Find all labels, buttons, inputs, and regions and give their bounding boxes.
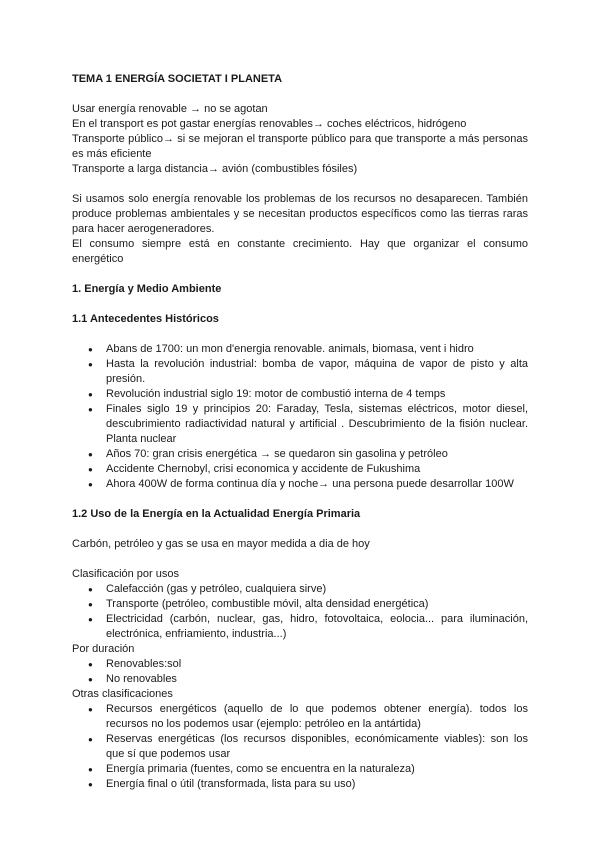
intro-line: Transporte público→ si se mejoran el transporte público para que transporte a más personas es más eficiente: [72, 133, 528, 160]
list-item: ● Abans de 1700: un mon d'energia renovable. animals, biomasa, vent i hidro: [106, 342, 528, 357]
list-label: Otras clasificaciones: [72, 688, 173, 700]
list-item: ● Renovables:sol: [106, 657, 528, 672]
section-heading: 1. Energía y Medio Ambiente: [72, 283, 222, 295]
paragraph: El consumo siempre está en constante crecimiento. Hay que organizar el consumo energético: [72, 238, 528, 265]
intro-line: En el transport es pot gastar energías renovables→ coches eléctricos, hidrógeno: [72, 118, 467, 130]
list-item: ● Accidente Chernobyl, crisi economica y accidente de Fukushima: [106, 462, 528, 477]
list-item: ● Recursos energéticos (aquello de lo que podemos obtener energía). todos los recursos no los podemos usar (ejemplo: petróleo en la antártida): [106, 702, 528, 732]
list-item: ● Finales siglo 19 y principios 20: Faraday, Tesla, sistemas eléctricos, motor diesel, descubrimiento radiactividad natural y artificial . Descubrimiento de la fisión nuclear. Planta nuclear: [106, 402, 528, 447]
list-item: ● Revolución industrial siglo 19: motor de combustió interna de 4 temps: [106, 387, 528, 402]
intro-line: Usar energía renovable → no se agotan: [72, 103, 268, 115]
list-item: ● Ahora 400W de forma continua día y noche→ una persona puede desarrollar 100W: [106, 477, 528, 492]
list-item: ● Reservas energéticas (los recursos disponibles, económicamente viables): son los que sí que podemos usar: [106, 732, 528, 762]
by-use-list: [72, 582, 528, 642]
intro-line: Transporte a larga distancia→ avión (combustibles fósiles): [72, 163, 358, 175]
list-item: ● No renovables: [106, 672, 528, 687]
subsection-heading: 1.1 Antecedentes Históricos: [72, 313, 219, 325]
paragraph: Carbón, petróleo y gas se usa en mayor medida a dia de hoy: [72, 538, 370, 550]
list-item: ● Hasta la revolución industrial: bomba de vapor, máquina de vapor de pisto y alta presión.: [106, 357, 528, 387]
document-title: TEMA 1 ENERGÍA SOCIETAT I PLANETA: [72, 73, 283, 85]
by-duration-list: [72, 657, 528, 687]
list-item: ● Años 70: gran crisis energética → se quedaron sin gasolina y petróleo: [106, 447, 528, 462]
history-list: [72, 342, 528, 492]
list-label: Por duración: [72, 643, 135, 655]
list-label: Clasificación por usos: [72, 568, 179, 580]
list-item: ● Electricidad (carbón, nuclear, gas, hidro, fotovoltaica, eolocia... para iluminación, electrónica, enfriamiento, industria...): [106, 612, 528, 642]
paragraph: Si usamos solo energía renovable los problemas de los recursos no desaparecen. También produce problemas ambientales y se necesitan productos específicos como las tierras raras para hacer aerogeneradores.: [72, 193, 528, 235]
list-item: ● Calefacción (gas y petróleo, cualquiera sirve): [106, 582, 528, 597]
subsection-heading: 1.2 Uso de la Energía en la Actualidad Energía Primaria: [72, 508, 361, 520]
other-list: [72, 702, 528, 792]
list-item: ● Transporte (petróleo, combustible móvil, alta densidad energética): [106, 597, 528, 612]
list-item: ● Energía primaria (fuentes, como se encuentra en la naturaleza): [106, 762, 528, 777]
list-item: ● Energía final o útil (transformada, lista para su uso): [106, 777, 528, 792]
